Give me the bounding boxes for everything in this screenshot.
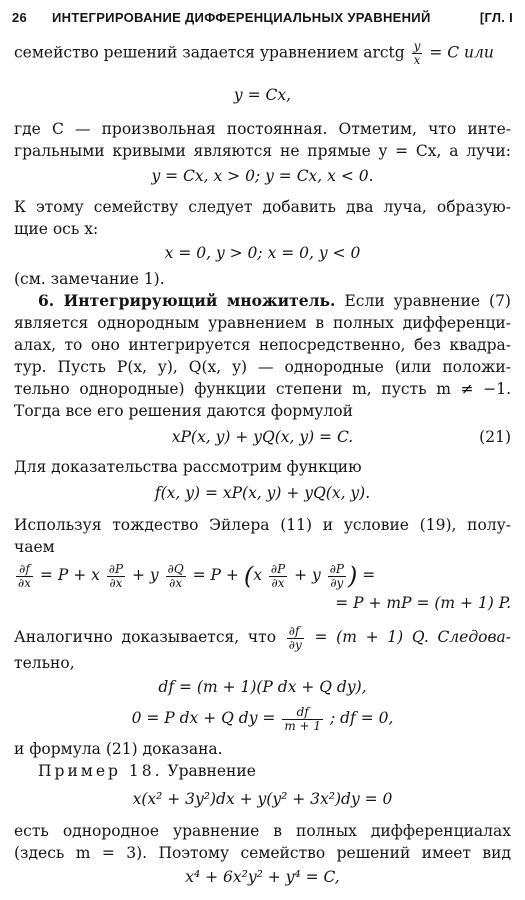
equation-y-cx: y = Cx, bbox=[233, 86, 292, 104]
section-6-first-line: 6. Интегрирующий множитель. Если уравнение (7) bbox=[38, 291, 511, 310]
text-line-1: семейство решений задается уравнением arctg $\frac{y}{x}$ = C или bbox=[14, 39, 494, 67]
equation-final: x⁴ + 6x²y² + y⁴ = C, bbox=[185, 868, 340, 886]
equation-example: x(x² + 3y²)dx + y(y² + 3x²)dy = 0 bbox=[132, 790, 393, 808]
equation-df: df = (m + 1)(P dx + Q dy), bbox=[158, 678, 367, 696]
text-line-24: тельно, bbox=[14, 654, 75, 672]
text-line-27: и формула (21) доказана. bbox=[14, 740, 223, 758]
equation-rays: y = Cx, x > 0; y = Cx, x < 0. bbox=[151, 167, 374, 185]
equation-number: (21) bbox=[479, 428, 511, 446]
text-line-6: К этому семейству следует добавить два луча, образую- bbox=[14, 198, 511, 216]
equation-axis: x = 0, y > 0; x = 0, y < 0 bbox=[164, 244, 361, 262]
text-line-4: гральными кривыми являются не прямые y = Cx, а лучи: bbox=[14, 142, 511, 160]
chapter-ref: [ГЛ. I bbox=[479, 10, 513, 25]
equation-partial-f: $\frac{\partial f}{\partial x}$ = P + x $\frac{\partial P}{\partial x}$ + y $\frac{\partial Q}{\partial x}$ = P + (x $\frac{\partial P}{\partial x}$ + y $\frac{\partial P}{\partial y}$ ) = bbox=[18, 561, 376, 590]
text-line-23: Аналогично доказывается, что $\frac{\partial f}{\partial y}$ = (m + 1) Q. Следова- bbox=[14, 623, 511, 652]
text-line-15: Тогда все его решения даются формулой bbox=[14, 402, 353, 420]
fraction-y-over-x: $\frac{y}{x}$ bbox=[413, 39, 421, 67]
text-line-7: щие ось x: bbox=[14, 220, 99, 238]
text-line-20: чаем bbox=[14, 538, 55, 556]
page-header bbox=[12, 10, 513, 34]
text-line-19: Используя тождество Эйлера (11) и условие (19), полу- bbox=[14, 516, 511, 534]
example-label: Пример 18. bbox=[38, 762, 163, 780]
equation-21: xP(x, y) + yQ(x, y) = C. (21) bbox=[171, 428, 511, 446]
text-line-30: есть однородное уравнение в полных дифференциалах bbox=[14, 822, 511, 840]
equation-partial-f-line2: = P + mP = (m + 1) P. bbox=[335, 594, 511, 612]
text-line-13: тур. Пусть P(x, y), Q(x, y) — однородные (или положи- bbox=[14, 358, 511, 376]
text-line-11: является однородным уравнением в полных дифференци- bbox=[14, 314, 511, 332]
text-line-9: (см. замечание 1). bbox=[14, 270, 165, 288]
equation-f: f(x, y) = xP(x, y) + yQ(x, y). bbox=[154, 484, 371, 502]
section-title: 6. Интегрирующий множитель. bbox=[38, 291, 336, 310]
running-title: ИНТЕГРИРОВАНИЕ ДИФФЕРЕНЦИАЛЬНЫХ УРАВНЕНИЙ bbox=[52, 10, 431, 25]
text-line-3: где C — произвольная постоянная. Отметим, что инте- bbox=[14, 120, 511, 138]
text-line-12: алах, то оно интегрируется непосредственно, без квадра- bbox=[14, 336, 511, 354]
text-line-17: Для доказательства рассмотрим функцию bbox=[14, 458, 362, 476]
text-line-14: тельно однородные) функции степени m, пусть m ≠ −1. bbox=[14, 380, 511, 398]
page-number: 26 bbox=[12, 10, 28, 25]
text-line-31: (здесь m = 3). Поэтому семейство решений имеет вид bbox=[14, 844, 511, 862]
equation-zero: 0 = P dx + Q dy = $\frac{df}{m + 1}$ ; df = 0, bbox=[131, 704, 394, 733]
example-18: Пример 18. Уравнение bbox=[38, 762, 256, 780]
